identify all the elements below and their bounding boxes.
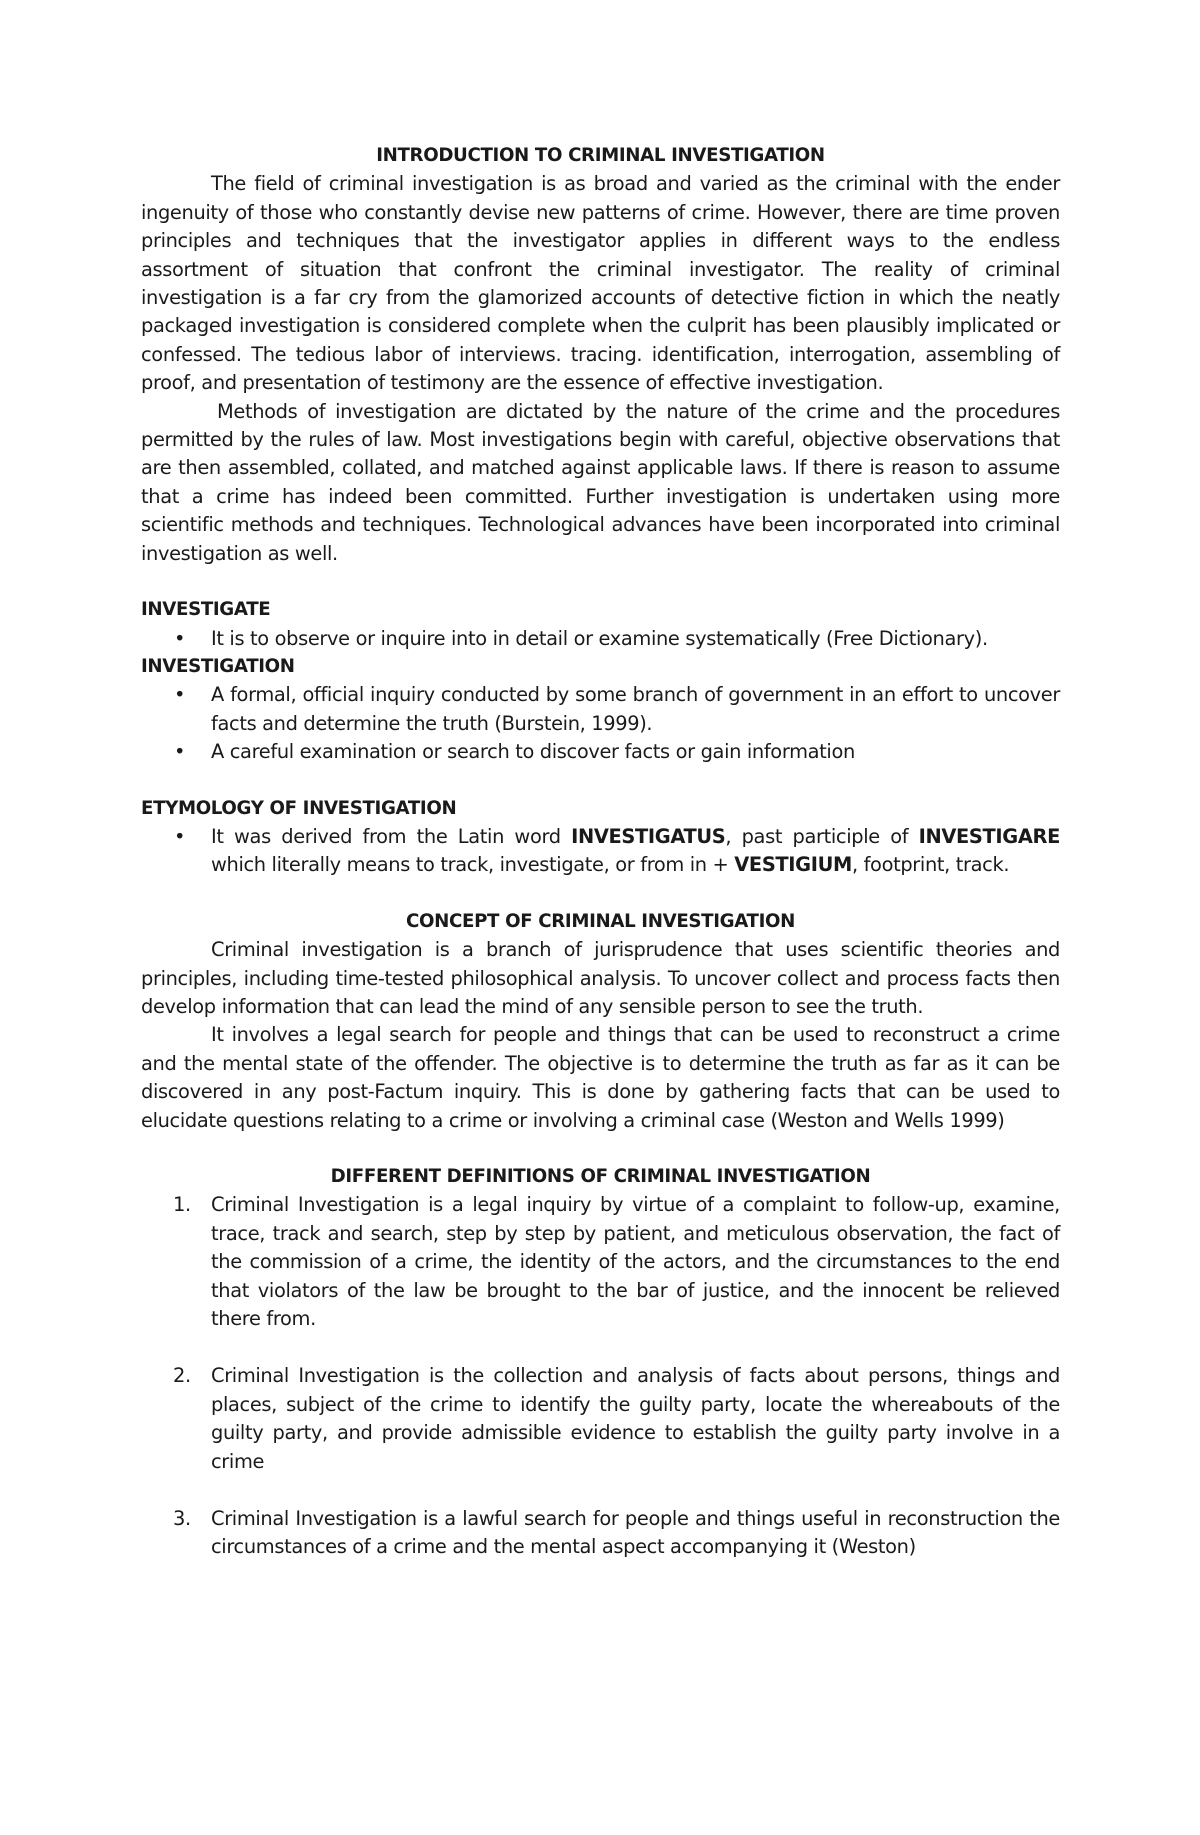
list-item: [141, 625, 1060, 653]
list-item: [141, 823, 1060, 880]
list-number: 2.: [173, 1364, 191, 1388]
definitions-title: DIFFERENT DEFINITIONS OF CRIMINAL INVESTIGATION: [330, 1166, 871, 1187]
etymology-list: [141, 823, 1060, 880]
definitions-list: [141, 1191, 1060, 1561]
investigate-heading: INVESTIGATE: [141, 599, 271, 621]
list-item-text: It is to observe or inquire into in detail or examine systematically (Free Dictionary).: [211, 626, 988, 650]
intro-paragraph-2: Methods of investigation are dictated by the nature of the crime and the procedures permitted by the rules of law. Most investigations begin with careful, objective observations that are then assembled, collated, and matched against applicable laws. If there is reason to assume that a crime has indeed been committed. Further investigation is undertaken using more scientific methods and techniques. Technological advances have been incorporated into criminal investigation as well.: [141, 399, 1060, 565]
spacer: [141, 767, 1060, 795]
list-item: [141, 1362, 1060, 1476]
list-item-text: Criminal Investigation is the collection and analysis of facts about persons, things and places, subject of the crime to identify the guilty party, locate the whereabouts of the guilty party, and provide admissible evidence to establish the guilty party involve in a crime: [211, 1364, 1060, 1473]
investigation-list: [141, 681, 1060, 766]
etymology-text: [211, 825, 1060, 876]
latin-word-investigare: INVESTIGARE: [918, 824, 1060, 848]
spacer: [141, 1135, 1060, 1163]
concept-paragraph-2: It involves a legal search for people and things that can be used to reconstruct a crime and the mental state of the offender. The objective is to determine the truth as far as it can be discovered in any post-Factum inquiry. This is done by gathering facts that can be used to elucidate questions relating to a crime or involving a criminal case (Weston and Wells 1999): [141, 1023, 1060, 1132]
investigation-heading: INVESTIGATION: [141, 655, 295, 677]
latin-word-investigatus: INVESTIGATUS: [571, 824, 726, 848]
spacer: [141, 1476, 1060, 1505]
spacer: [141, 880, 1060, 908]
list-item: [141, 1505, 1060, 1562]
spacer: [141, 1333, 1060, 1362]
etymology-text-part: It was derived from the Latin word: [211, 824, 572, 848]
etymology-text-part: , footprint, track.: [851, 853, 1010, 877]
bullet-icon: •: [174, 683, 186, 707]
intro-paragraph-1: The field of criminal investigation is as broad and varied as the criminal with the ender ingenuity of those who constantly devise new patterns of crime. However, there are time proven principles and techniques that the investigator applies in different ways to the endless assortment of situation that confront the criminal investigator. The reality of criminal investigation is a far cry from the glamorized accounts of detective fiction in which the neatly packaged investigation is considered complete when the culprit has been plausibly implicated or confessed. The tedious labor of interviews. tracing. identification, interrogation, assembling of proof, and presentation of testimony are the essence of effective investigation.: [141, 172, 1060, 395]
etymology-text-part: which literally means to track, investigate, or from in +: [211, 853, 735, 877]
list-item: [141, 681, 1060, 738]
list-item-text: A careful examination or search to discover facts or gain information: [211, 740, 855, 764]
list-item: [141, 1191, 1060, 1333]
concept-paragraph-1: Criminal investigation is a branch of jurisprudence that uses scientific theories and principles, including time-tested philosophical analysis. To uncover collect and process facts then develop information that can lead the mind of any sensible person to see the truth.: [141, 938, 1060, 1018]
bullet-icon: •: [174, 740, 186, 764]
list-item: [141, 738, 1060, 766]
concept-title: CONCEPT OF CRIMINAL INVESTIGATION: [406, 910, 795, 932]
etymology-text-part: , past participle of: [725, 824, 919, 848]
latin-word-vestigium: VESTIGIUM: [734, 853, 852, 877]
spacer: [141, 568, 1060, 596]
bullet-icon: •: [174, 824, 186, 848]
list-item-text: A formal, official inquiry conducted by some branch of government in an effort to uncover facts and determine the truth (Burstein, 1999).: [211, 683, 1060, 735]
investigate-list: [141, 625, 1060, 653]
intro-title: INTRODUCTION TO CRIMINAL INVESTIGATION: [376, 145, 825, 166]
list-number: 1.: [173, 1193, 191, 1217]
list-number: 3.: [173, 1507, 191, 1531]
bullet-icon: •: [174, 626, 186, 650]
list-item-text: Criminal Investigation is a lawful search for people and things useful in reconstruction the circumstances of a crime and the mental aspect accompanying it (Weston): [211, 1507, 1060, 1559]
etymology-heading: ETYMOLOGY OF INVESTIGATION: [141, 797, 457, 819]
list-item-text: Criminal Investigation is a legal inquiry by virtue of a complaint to follow-up, examine, trace, track and search, step by step by patient, and meticulous observation, the fact of the commission of a crime, the identity of the actors, and the circumstances to the end that violators of the law be brought to the bar of justice, and the innocent be relieved there from.: [211, 1193, 1060, 1331]
